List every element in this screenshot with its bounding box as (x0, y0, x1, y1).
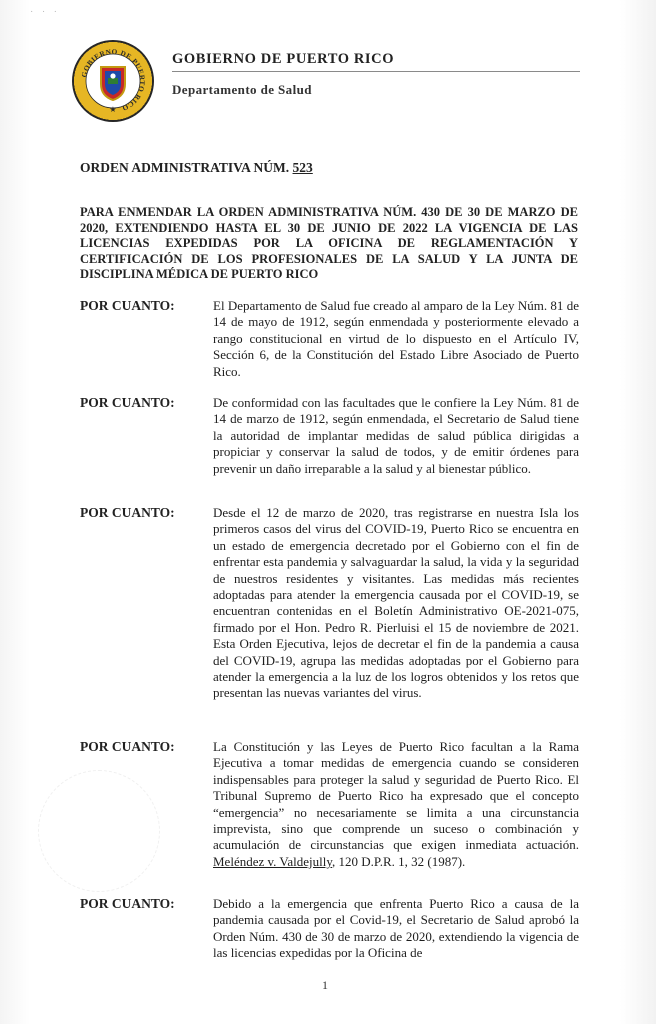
svg-text:★: ★ (109, 105, 117, 114)
section-label: POR CUANTO: (80, 395, 175, 410)
order-title (80, 160, 313, 176)
faded-stamp (38, 770, 160, 892)
government-seal (72, 40, 154, 122)
page-number: 1 (322, 978, 328, 992)
section-text: De conformidad con las facultades que le confiere la Ley Núm. 81 de 14 de marzo de 1912, según enmendada, el Secretario de Salud tiene la autoridad de implantar medidas de salud pública dirigidas a propiciar y conservar la salud de todos, y de emitir órdenes para prevenir un daño irreparable a la salud y al bienestar público. (213, 395, 579, 476)
section-label: POR CUANTO: (80, 896, 175, 911)
section-label: POR CUANTO: (80, 298, 175, 313)
order-heading: PARA ENMENDAR LA ORDEN ADMINISTRATIVA NÚM. 430 DE 30 DE MARZO DE 2020, EXTENDIENDO HASTA EL 30 DE JUNIO DE 2022 LA VIGENCIA DE LAS LICENCIAS EXPEDIDAS POR LA OFICINA DE REGLAMENTACIÓN Y CERTIFICACIÓN DE LOS PROFESIONALES DE LA SALUD Y LA JUNTA DE DISCIPLINA MÉDICA DE PUERTO RICO (80, 205, 578, 281)
order-number: 523 (292, 160, 313, 175)
case-citation: Meléndez v. Valdejully (213, 853, 333, 869)
section-text (213, 739, 579, 870)
section-text-after: , 120 D.P.R. 1, 32 (1987). (332, 853, 466, 869)
department-name: Departamento de Salud (172, 82, 312, 97)
section-text: El Departamento de Salud fue creado al amparo de la Ley Núm. 81 de 14 de mayo de 1912, según enmendada y posteriormente elevado a rango constitucional en virtud de lo dispuesto en el Artículo IV, Sección 6, de la Constitución del Estado Libre Asociado de Puerto Rico. (213, 298, 579, 379)
government-title: GOBIERNO DE PUERTO RICO (172, 51, 395, 67)
section-text: Desde el 12 de marzo de 2020, tras registrarse en nuestra Isla los primeros casos del virus del COVID-19, Puerto Rico se encuentra en un estado de emergencia decretado por el Gobierno con el fin de enfrentar esta pandemia y salvaguardar la salud, la vida y la seguridad de nuestros residentes y visitantes. Las medidas más recientes adoptadas para atender la emergencia causada por el COVID-19, se encuentran contenidas en el Boletín Administrativo OE-2021-075, firmado por el Hon. Pedro R. Pierluisi el 15 de noviembre de 2021. Esta Orden Ejecutiva, lejos de decretar el fin de la pandemia a causa del COVID-19, agrupa las medidas adoptadas por el Gobierno para atender la emergencia a la luz de los logros obtenidos y los retos que presentan las nuevas variantes del virus. (213, 505, 579, 701)
seal-emblem-icon (72, 40, 154, 122)
section-text: Debido a la emergencia que enfrenta Puerto Rico a causa de la pandemia causada por el Covid-19, el Secretario de Salud aprobó la Orden Núm. 430 de 30 de marzo de 2020, extendiendo la vigencia de las licencias expedidas por la Oficina de (213, 896, 579, 961)
section-text-before: La Constitución y las Leyes de Puerto Rico facultan a la Rama Ejecutiva a tomar medidas de emergencia cuando se consideren indispensables para proteger la salud y seguridad de Puerto Rico. El Tribunal Supremo de Puerto Rico ha expresado que el concepto “emergencia” no necesariamente se limita a una circunstancia imprevista, sino que comprende un suceso o combinación y acumulación de circunstancias que exigen inmediata actuación. (213, 739, 579, 853)
section-label: POR CUANTO: (80, 505, 175, 520)
header-divider (172, 71, 580, 72)
order-title-prefix: ORDEN ADMINISTRATIVA NÚM. (80, 160, 290, 175)
scan-marks: ˙ ˙ ˙ (30, 10, 60, 21)
seal-ring-text: GOBIERNO DE PUERTO RICO (80, 47, 147, 113)
section-label: POR CUANTO: (80, 739, 175, 754)
